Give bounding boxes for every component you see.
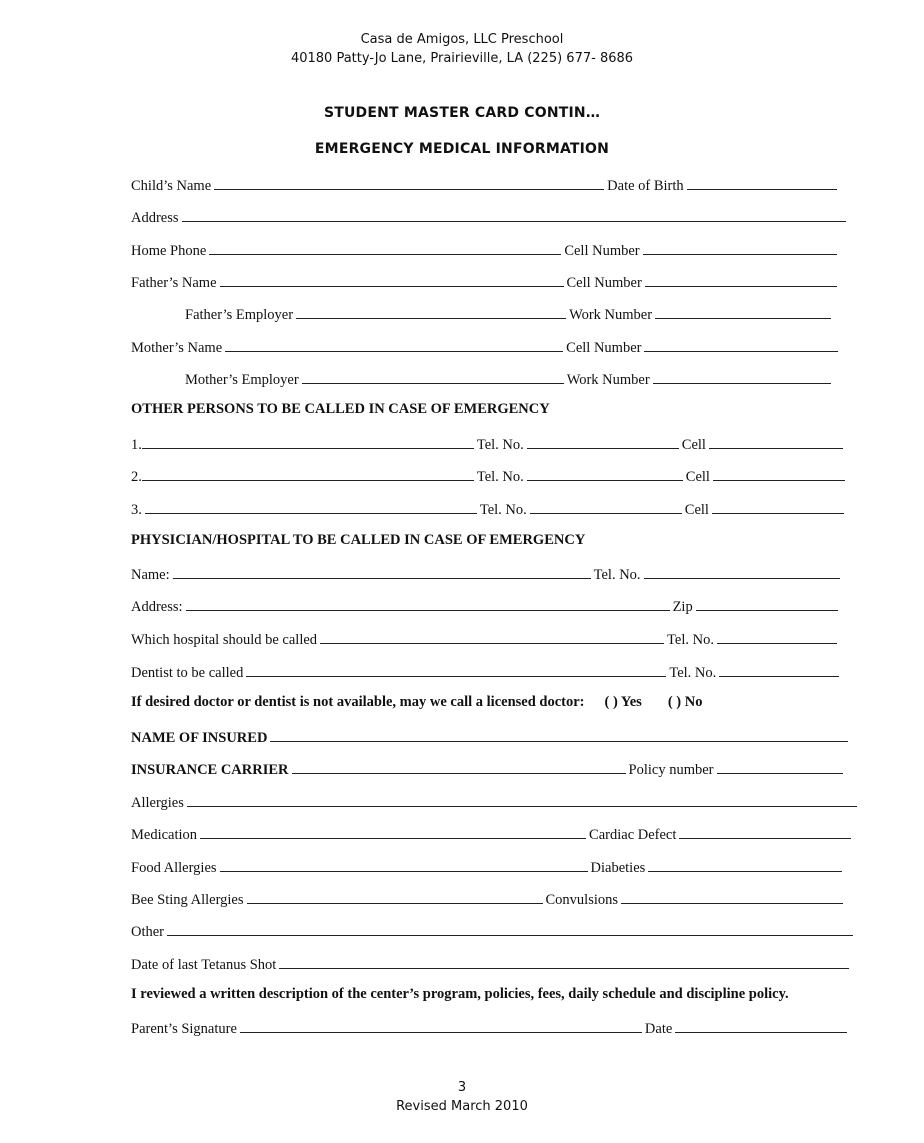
row-physician-address (131, 596, 841, 616)
food-allergies-field[interactable] (220, 857, 588, 872)
yes-checkbox[interactable]: ( ) Yes (604, 694, 642, 710)
row-medication (131, 824, 854, 844)
insurance-carrier-field[interactable] (292, 759, 626, 774)
emergency-1-cell-field[interactable] (709, 434, 843, 449)
childs-name-label: Child’s Name (131, 178, 212, 194)
emergency-3-number: 3. (131, 502, 142, 518)
address-label: Address (131, 210, 179, 226)
emergency-2-cell-field[interactable] (713, 466, 845, 481)
emergency-3-tel-field[interactable] (530, 499, 682, 514)
zip-field[interactable] (696, 596, 838, 611)
allergies-label: Allergies (131, 795, 184, 811)
row-father-name (131, 272, 840, 292)
home-cell-field[interactable] (643, 240, 837, 255)
mother-cell-field[interactable] (644, 337, 838, 352)
mothers-employer-field[interactable] (302, 369, 564, 384)
physician-tel-label: Tel. No. (593, 567, 641, 583)
insured-field[interactable] (270, 727, 848, 742)
emergency-1-tel-label: Tel. No. (476, 437, 524, 453)
row-emergency-1 (131, 434, 846, 454)
other-label: Other (131, 924, 165, 940)
dob-field[interactable] (687, 175, 837, 190)
form-title: STUDENT MASTER CARD CONTIN… (323, 105, 601, 121)
licensed-doctor-question: If desired doctor or dentist is not available, may we call a licensed doctor: (131, 694, 585, 710)
dob-label: Date of Birth (607, 178, 684, 194)
dentist-field[interactable] (246, 662, 666, 677)
school-name: Casa de Amigos, LLC Preschool (360, 32, 564, 47)
fathers-employer-field[interactable] (296, 304, 566, 319)
emergency-3-cell-field[interactable] (712, 499, 844, 514)
mothers-employer-label: Mother’s Employer (185, 372, 299, 388)
physician-name-field[interactable] (173, 564, 591, 579)
row-emergency-2 (131, 466, 848, 486)
row-insured (131, 727, 851, 747)
emergency-2-tel-label: Tel. No. (476, 469, 524, 485)
row-licensed-doctor (131, 694, 702, 714)
row-physician-name (131, 564, 843, 584)
emergency-contacts-heading: OTHER PERSONS TO BE CALLED IN CASE OF EMERGENCY (131, 401, 550, 417)
signature-date-label: Date (644, 1021, 673, 1037)
childs-name-field[interactable] (214, 175, 604, 190)
bee-sting-label: Bee Sting Allergies (131, 892, 244, 908)
row-mother-name (131, 337, 841, 357)
row-food-allergies (131, 857, 845, 877)
no-checkbox[interactable]: ( ) No (667, 694, 703, 710)
revision-note: Revised March 2010 (396, 1099, 528, 1114)
mother-work-field[interactable] (653, 369, 831, 384)
emergency-1-name-field[interactable] (142, 434, 474, 449)
dentist-tel-field[interactable] (719, 662, 839, 677)
mothers-name-label: Mother’s Name (131, 340, 223, 356)
emergency-1-number: 1. (131, 437, 142, 453)
diabetes-label: Diabeties (590, 860, 646, 876)
policy-number-field[interactable] (717, 759, 843, 774)
row-bee-sting (131, 889, 846, 909)
row-child-name (131, 175, 840, 195)
hospital-field[interactable] (320, 629, 664, 644)
hospital-tel-label: Tel. No. (667, 632, 714, 648)
row-address (131, 207, 849, 227)
policy-statement: I reviewed a written description of the center’s program, policies, fees, daily schedule and discipline policy. (131, 986, 789, 1002)
school-address: 40180 Patty-Jo Lane, Prairieville, LA (225) 677- 8686 (290, 51, 634, 66)
form-subtitle: EMERGENCY MEDICAL INFORMATION (314, 141, 610, 157)
physician-name-label: Name: (131, 567, 170, 583)
convulsions-label: Convulsions (545, 892, 619, 908)
row-mother-employer (185, 369, 834, 389)
row-allergies (131, 792, 860, 812)
emergency-2-tel-field[interactable] (527, 466, 683, 481)
insurance-carrier-label: INSURANCE CARRIER (131, 762, 289, 778)
policy-number-label: Policy number (628, 762, 714, 778)
tetanus-label: Date of last Tetanus Shot (131, 957, 277, 973)
diabetes-field[interactable] (648, 857, 842, 872)
food-allergies-label: Food Allergies (131, 860, 217, 876)
dentist-tel-label: Tel. No. (669, 665, 717, 681)
emergency-2-cell-label: Cell (685, 469, 710, 485)
fathers-name-field[interactable] (220, 272, 564, 287)
medication-field[interactable] (200, 824, 586, 839)
physician-heading: PHYSICIAN/HOSPITAL TO BE CALLED IN CASE OF EMERGENCY (131, 532, 586, 548)
cardiac-label: Cardiac Defect (589, 827, 677, 843)
mother-cell-label: Cell Number (566, 340, 642, 356)
row-insurance-carrier (131, 759, 846, 779)
fathers-name-label: Father’s Name (131, 275, 217, 291)
zip-label: Zip (672, 599, 693, 615)
mothers-name-field[interactable] (225, 337, 563, 352)
hospital-tel-field[interactable] (717, 629, 837, 644)
row-dentist (131, 662, 842, 682)
emergency-3-cell-label: Cell (684, 502, 709, 518)
row-signature (131, 1018, 850, 1038)
emergency-3-name-field[interactable] (145, 499, 477, 514)
signature-date-field[interactable] (675, 1018, 847, 1033)
emergency-1-tel-field[interactable] (527, 434, 679, 449)
physician-tel-field[interactable] (644, 564, 840, 579)
other-field[interactable] (167, 921, 853, 936)
row-father-employer (185, 304, 834, 324)
physician-address-label: Address: (131, 599, 183, 615)
row-other (131, 921, 856, 941)
medication-label: Medication (131, 827, 198, 843)
emergency-2-number: 2. (131, 469, 142, 485)
emergency-3-tel-label: Tel. No. (479, 502, 527, 518)
home-phone-field[interactable] (209, 240, 561, 255)
insured-label: NAME OF INSURED (131, 730, 268, 746)
allergies-field[interactable] (187, 792, 857, 807)
tetanus-field[interactable] (279, 954, 849, 969)
page-number: 3 (457, 1080, 467, 1095)
row-home-phone (131, 240, 840, 260)
parent-signature-field[interactable] (240, 1018, 642, 1033)
emergency-2-name-field[interactable] (142, 466, 474, 481)
bee-sting-field[interactable] (247, 889, 543, 904)
address-field[interactable] (182, 207, 846, 222)
home-cell-label: Cell Number (564, 243, 640, 259)
father-cell-label: Cell Number (566, 275, 642, 291)
father-work-field[interactable] (655, 304, 831, 319)
physician-address-field[interactable] (186, 596, 670, 611)
home-phone-label: Home Phone (131, 243, 207, 259)
fathers-employer-label: Father’s Employer (185, 307, 294, 323)
hospital-label: Which hospital should be called (131, 632, 318, 648)
row-tetanus (131, 954, 852, 974)
row-hospital (131, 629, 840, 649)
row-emergency-3 (131, 499, 847, 519)
father-work-label: Work Number (569, 307, 653, 323)
emergency-1-cell-label: Cell (681, 437, 706, 453)
cardiac-field[interactable] (679, 824, 851, 839)
parent-signature-label: Parent’s Signature (131, 1021, 237, 1037)
dentist-label: Dentist to be called (131, 665, 244, 681)
father-cell-field[interactable] (645, 272, 837, 287)
convulsions-field[interactable] (621, 889, 843, 904)
mother-work-label: Work Number (566, 372, 650, 388)
